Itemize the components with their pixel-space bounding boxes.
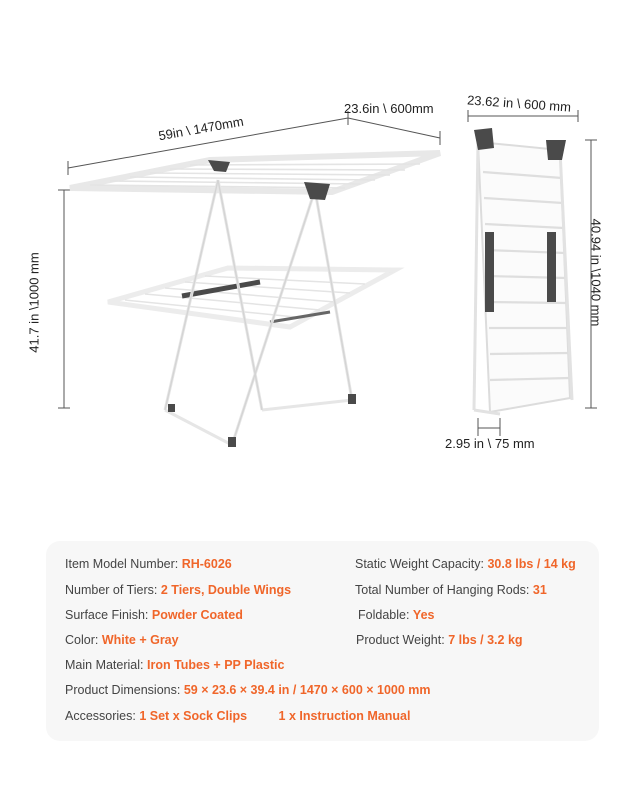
spec-value: White + Gray bbox=[101, 633, 179, 647]
spec-color bbox=[65, 633, 179, 647]
spec-label: Surface Finish: bbox=[65, 608, 149, 622]
spec-value: 7 lbs / 3.2 kg bbox=[448, 633, 523, 647]
spec-model-number bbox=[65, 557, 232, 571]
spec-value: 2 Tiers, Double Wings bbox=[160, 583, 292, 597]
width-dimension-label: 59in \ 1470mm bbox=[157, 113, 245, 144]
rack-lower-tier bbox=[108, 268, 395, 327]
spec-label: Product Dimensions: bbox=[65, 683, 181, 697]
spec-label: Main Material: bbox=[65, 658, 144, 672]
folded-rack bbox=[474, 128, 572, 414]
spec-label: Static Weight Capacity: bbox=[355, 557, 484, 571]
folded-thickness-dimension-label: 2.95 in \ 75 mm bbox=[445, 436, 535, 451]
spec-value: 1 Set x Sock Clips bbox=[139, 709, 248, 723]
spec-value: 59 × 23.6 × 39.4 in / 1470 × 600 × 1000 mm bbox=[183, 683, 431, 697]
folded-height-dimension-label: 40.94 in \1040 mm bbox=[588, 218, 604, 327]
spec-label: Total Number of Hanging Rods: bbox=[355, 583, 530, 597]
spec-product-weight bbox=[356, 633, 523, 647]
spec-label: Foldable: bbox=[358, 608, 410, 622]
height-dimension-label: 41.7 in \1000 mm bbox=[26, 252, 42, 353]
depth-dimension-label: 23.6in \ 600mm bbox=[344, 101, 434, 116]
spec-weight-capacity bbox=[355, 557, 576, 571]
spec-surface-finish bbox=[65, 608, 243, 622]
rack-top-tier bbox=[70, 153, 440, 192]
spec-label: Color: bbox=[65, 633, 99, 647]
spec-value: 1 x Instruction Manual bbox=[278, 709, 411, 723]
spec-label: Item Model Number: bbox=[65, 557, 179, 571]
folded-depth-dimension-label: 23.62 in \ 600 mm bbox=[466, 92, 572, 115]
spec-main-material bbox=[65, 658, 284, 672]
spec-value: Iron Tubes + PP Plastic bbox=[146, 658, 285, 672]
spec-foldable bbox=[358, 608, 434, 622]
spec-value: Powder Coated bbox=[151, 608, 243, 622]
spec-label: Number of Tiers: bbox=[65, 583, 158, 597]
spec-value: RH-6026 bbox=[181, 557, 232, 571]
spec-value: 31 bbox=[532, 583, 547, 597]
spec-product-dimensions bbox=[65, 683, 431, 697]
spec-value: Yes bbox=[412, 608, 435, 622]
spec-tiers bbox=[65, 583, 291, 597]
spec-value: 30.8 lbs / 14 kg bbox=[487, 557, 576, 571]
spec-accessories bbox=[65, 709, 410, 723]
specifications-card bbox=[46, 541, 599, 741]
spec-label: Product Weight: bbox=[356, 633, 445, 647]
spec-label: Accessories: bbox=[65, 709, 136, 723]
spec-hanging-rods bbox=[355, 583, 547, 597]
